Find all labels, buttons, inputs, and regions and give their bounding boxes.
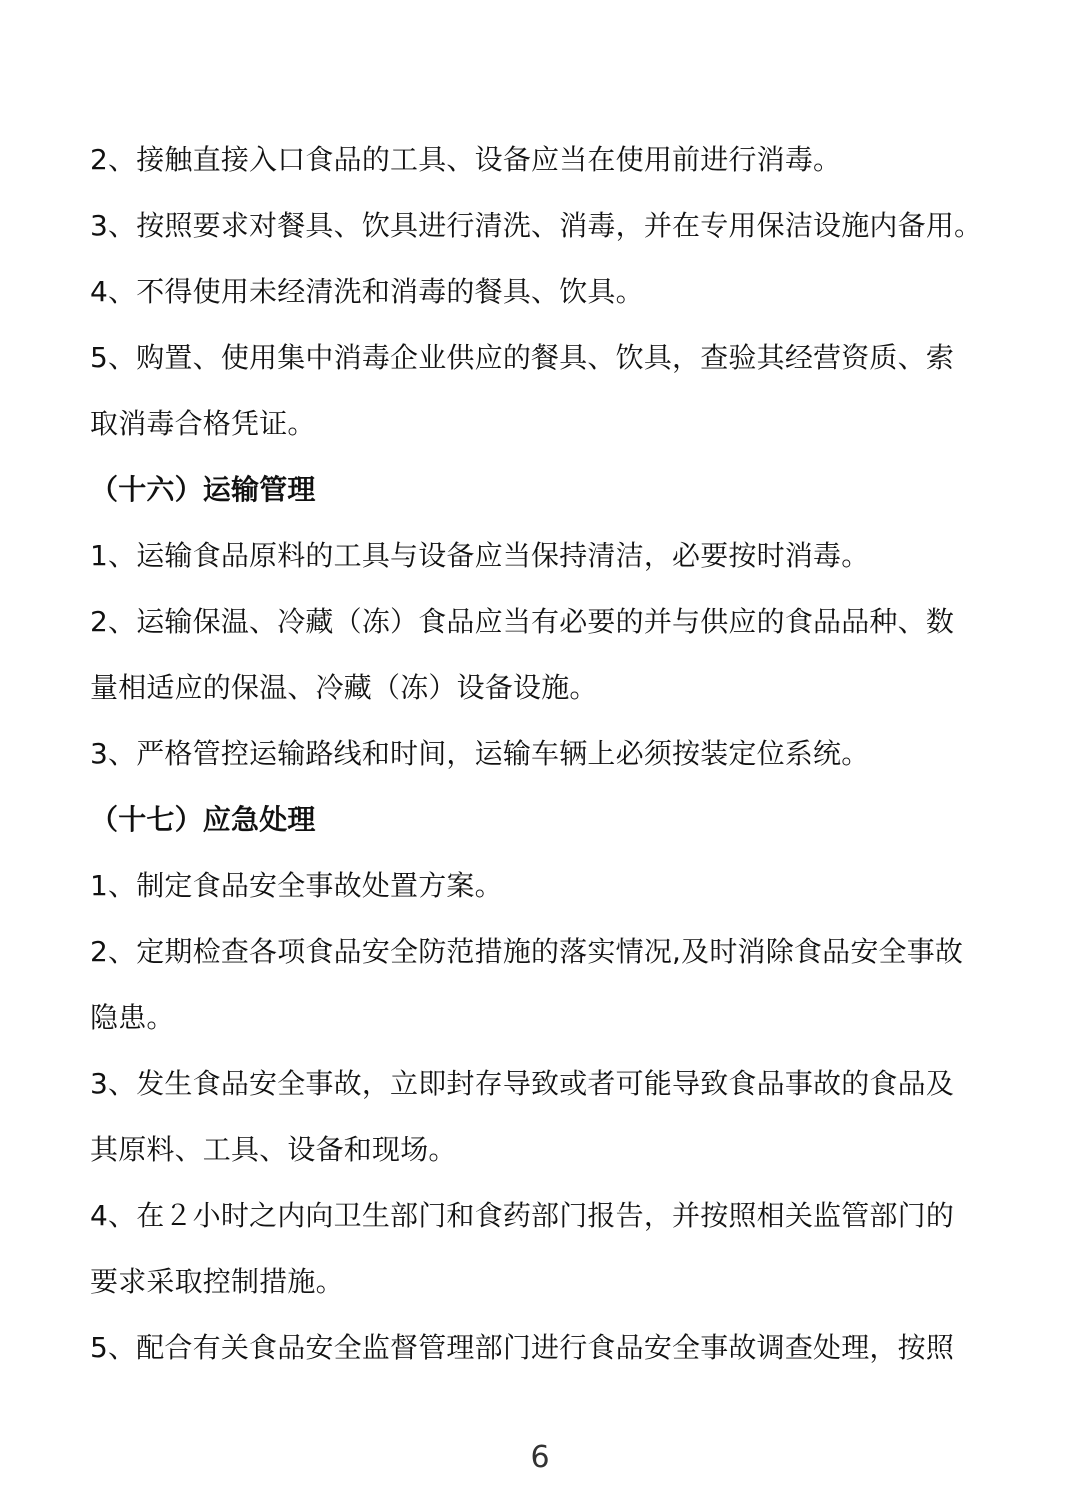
- body-line: 取消毒合格凭证。: [90, 407, 316, 440]
- body-line: 3、发生食品安全事故，立即封存导致或者可能导致食品事故的食品及: [90, 1067, 955, 1100]
- body-line: 3、按照要求对餐具、饮具进行清洗、消毒，并在专用保洁设施内备用。: [90, 209, 983, 242]
- body-line: 要求采取控制措施。: [90, 1265, 344, 1298]
- body-line: 3、严格管控运输路线和时间，运输车辆上必须按装定位系统。: [90, 737, 870, 770]
- body-line: 4、在２小时之内向卫生部门和食药部门报告，并按照相关监管部门的: [90, 1199, 955, 1232]
- section-heading-transport: （十六）运输管理: [90, 473, 316, 506]
- body-line: 5、配合有关食品安全监督管理部门进行食品安全事故调查处理，按照: [90, 1331, 955, 1364]
- body-line: 2、接触直接入口食品的工具、设备应当在使用前进行消毒。: [90, 143, 842, 176]
- page-number: 6: [530, 1440, 550, 1475]
- body-line: 1、制定食品安全事故处置方案。: [90, 869, 503, 902]
- body-line: 1、运输食品原料的工具与设备应当保持清洁，必要按时消毒。: [90, 539, 870, 572]
- section-heading-emergency: （十七）应急处理: [90, 803, 316, 836]
- body-line: 2、定期检查各项食品安全防范措施的落实情况,及时消除食品安全事故: [90, 935, 964, 968]
- body-line: 2、运输保温、冷藏（冻）食品应当有必要的并与供应的食品品种、数: [90, 605, 955, 638]
- body-line: 隐患。: [90, 1001, 175, 1034]
- body-line: 4、不得使用未经清洗和消毒的餐具、饮具。: [90, 275, 644, 308]
- body-line: 量相适应的保温、冷藏（冻）设备设施。: [90, 671, 598, 704]
- document-body: [90, 127, 995, 1381]
- body-line: 其原料、工具、设备和现场。: [90, 1133, 457, 1166]
- body-line: 5、购置、使用集中消毒企业供应的餐具、饮具，查验其经营资质、索: [90, 341, 955, 374]
